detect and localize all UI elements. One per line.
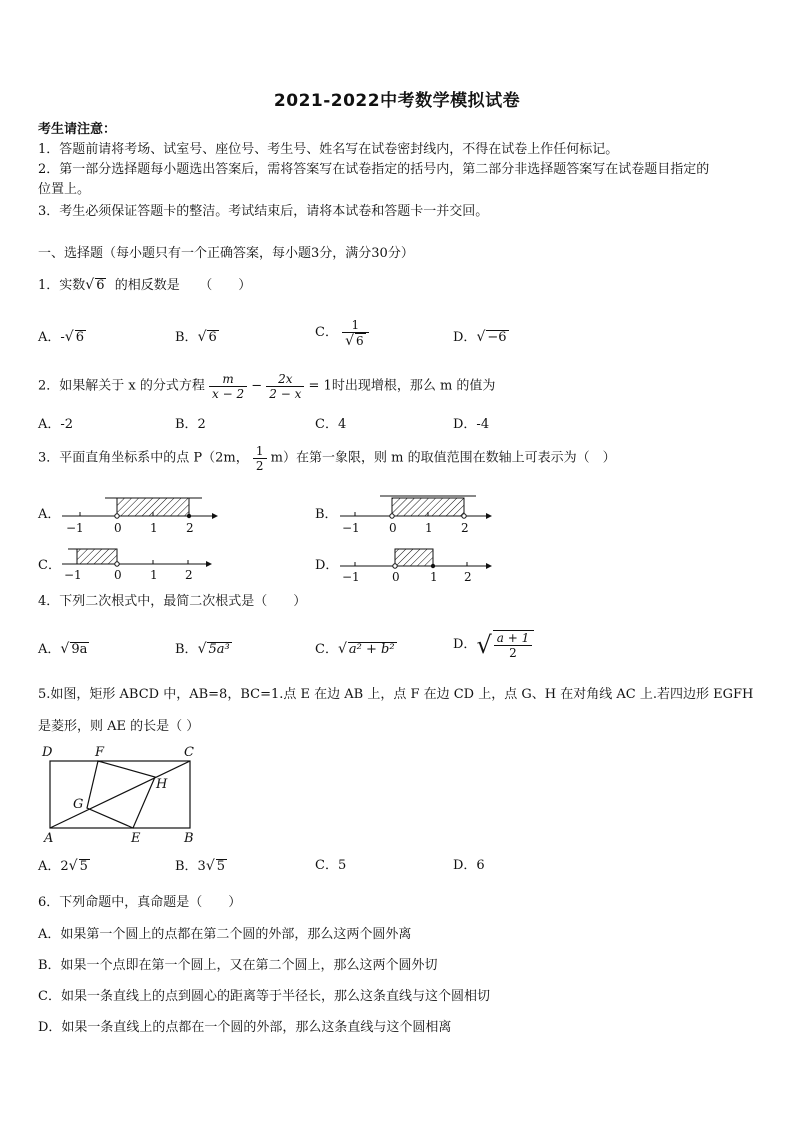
tick-label: 2 xyxy=(186,521,194,535)
tick-label: 0 xyxy=(389,521,397,535)
number-line-d[interactable] xyxy=(340,549,492,569)
tick-label: 1 xyxy=(430,570,438,584)
q6-option-b[interactable]: B．如果一个点即在第一个圆上，又在第二个圆上，那么这两个圆外切 xyxy=(38,958,438,973)
tick-label: 0 xyxy=(114,568,122,582)
question-5-stem-line-2: 是菱形，则 AE 的长是（ ） xyxy=(38,719,200,734)
question-5-stem-line-1: 5.如图，矩形 ABCD 中，AB=8，BC=1.点 E 在边 AB 上，点 F 在边 CD 上，点 G、H 在对角线 AC 上.若四边形 EGFH xyxy=(38,687,754,702)
q2-option-b[interactable]: B．2 xyxy=(175,417,206,432)
number-line-c[interactable] xyxy=(62,549,212,567)
q3-option-d[interactable]: D． xyxy=(315,558,339,573)
notice-item-2-cont: 位置上。 xyxy=(38,182,91,197)
q1-option-b[interactable]: B．√ 6 xyxy=(175,329,217,345)
q4-option-a[interactable]: A．√ 9a xyxy=(38,641,88,657)
q5-rectangle-figure xyxy=(50,761,190,828)
question-1-stem: 1．实数√ 6 的相反数是 （ ） xyxy=(38,277,252,293)
tick-label: 2 xyxy=(185,568,193,582)
q3-option-a[interactable]: A． xyxy=(38,507,61,522)
tick-label: −1 xyxy=(342,521,360,535)
q2-option-a[interactable]: A．-2 xyxy=(38,417,74,432)
q5-option-a[interactable]: A．2√ 5 xyxy=(38,858,88,874)
tick-label: −1 xyxy=(66,521,84,535)
fig-label-b: B xyxy=(184,831,194,846)
tick-label: 2 xyxy=(464,570,472,584)
fig-label-h: H xyxy=(156,777,168,792)
fig-label-f: F xyxy=(95,745,105,760)
question-2-stem: 2．如果解关于 x 的分式方程 $\frac{m}{x - 2}$ − $\frac{2x}{2 - x}$ = 1时出现增根，那么 m 的值为 xyxy=(38,372,496,401)
tick-label: 1 xyxy=(150,521,158,535)
tick-label: −1 xyxy=(64,568,82,582)
fig-label-g: G xyxy=(73,797,84,812)
tick-label: 1 xyxy=(425,521,433,535)
q5-option-b[interactable]: B．3√ 5 xyxy=(175,858,226,874)
tick-label: −1 xyxy=(342,570,360,584)
q1-option-a[interactable]: A．-√ 6 xyxy=(38,329,84,345)
fig-label-c: C xyxy=(184,745,194,760)
tick-label: 0 xyxy=(114,521,122,535)
notice-item-2: 2．第一部分选择题每小题选出答案后，需将答案写在试卷指定的括号内，第二部分非选择题答案写在试卷题目指定的 xyxy=(38,162,710,177)
notice-item-1: 1．答题前请将考场、试室号、座位号、考生号、姓名写在试卷密封线内，不得在试卷上作任何标记。 xyxy=(38,142,619,157)
q2-option-d[interactable]: D．-4 xyxy=(453,417,490,432)
q6-option-d[interactable]: D．如果一条直线上的点都在一个圆的外部，那么这条直线与这个圆相离 xyxy=(38,1020,452,1035)
q4-option-d[interactable]: D．√ $\frac{a + 1}{2}$ xyxy=(453,630,534,660)
q1-option-d[interactable]: D．√ −6 xyxy=(453,329,507,345)
number-line-b[interactable] xyxy=(340,496,492,519)
q6-option-c[interactable]: C．如果一条直线上的点到圆心的距离等于半径长，那么这条直线与这个圆相切 xyxy=(38,989,490,1004)
number-line-a[interactable] xyxy=(62,498,218,519)
q4-option-c[interactable]: C．√ a² + b² xyxy=(315,641,395,657)
question-4-stem: 4．下列二次根式中，最简二次根式是（ ） xyxy=(38,594,307,609)
q1-option-c[interactable]: C． $\frac{1}{√ 6}$ xyxy=(315,318,369,348)
q2-option-c[interactable]: C．4 xyxy=(315,417,347,432)
q6-option-a[interactable]: A．如果第一个圆上的点都在第二个圆的外部，那么这两个圆外离 xyxy=(38,927,412,942)
q5-option-c[interactable]: C．5 xyxy=(315,858,347,873)
notice-item-3: 3．考生必须保证答题卡的整洁。考试结束后，请将本试卷和答题卡一并交回。 xyxy=(38,204,489,219)
tick-label: 2 xyxy=(461,521,469,535)
q3-option-b[interactable]: B． xyxy=(315,507,338,522)
question-6-stem: 6．下列命题中，真命题是（ ） xyxy=(38,895,242,910)
q3-option-c[interactable]: C． xyxy=(38,558,61,573)
fig-label-e: E xyxy=(131,831,141,846)
q5-option-d[interactable]: D．6 xyxy=(453,858,485,873)
notice-heading: 考生请注意： xyxy=(38,122,117,137)
page-title: 2021-2022中考数学模拟试卷 xyxy=(273,91,521,111)
q4-option-b[interactable]: B．√ 5a³ xyxy=(175,641,230,657)
fig-label-d: D xyxy=(42,745,53,760)
section-heading: 一、选择题（每小题只有一个正确答案，每小题3分，满分30分） xyxy=(38,246,414,261)
tick-label: 1 xyxy=(150,568,158,582)
question-3-stem: 3．平面直角坐标系中的点 P（2m， $\frac{1}{2}$ m）在第一象限，则 m 的取值范围在数轴上可表示为（ ） xyxy=(38,444,616,473)
tick-label: 0 xyxy=(392,570,400,584)
fig-label-a: A xyxy=(44,831,54,846)
